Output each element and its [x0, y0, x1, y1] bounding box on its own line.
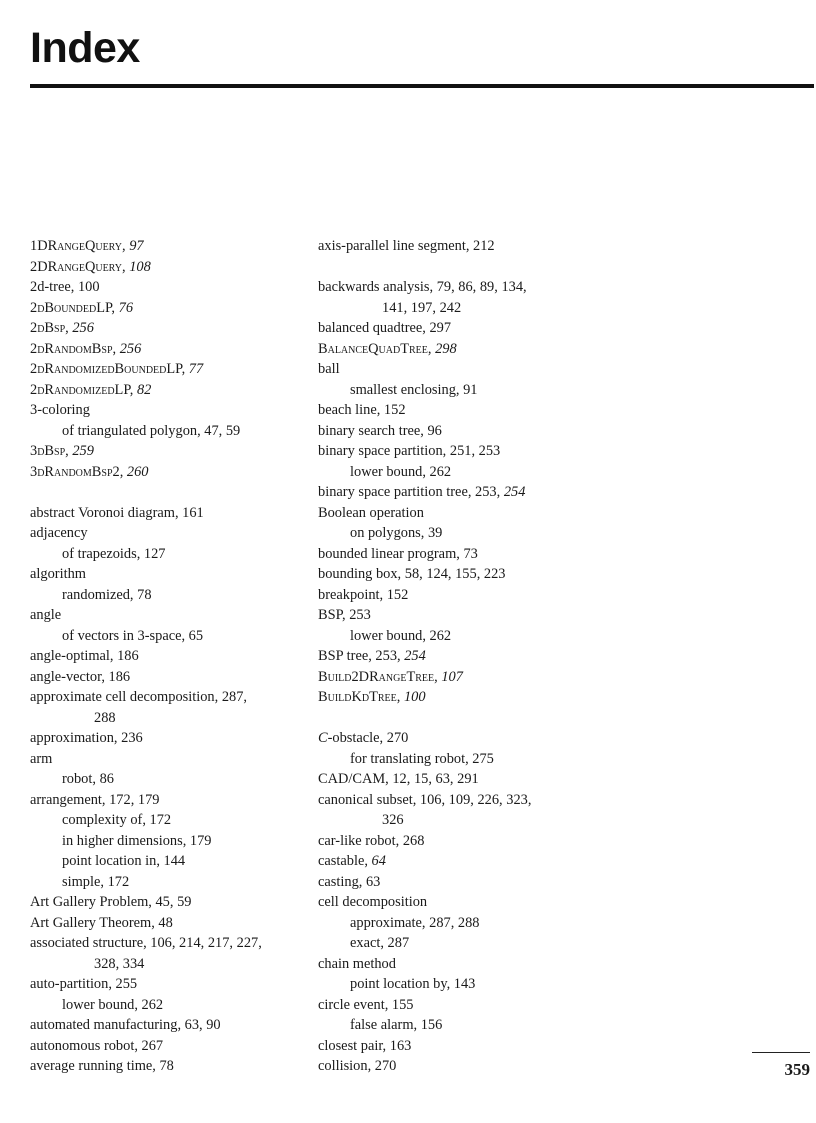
index-entry: cell decomposition — [318, 894, 428, 910]
index-subentry: for translating robot, 275 — [350, 750, 494, 767]
index-entry: 1DRangeQuery, 97 — [30, 238, 144, 254]
index-entry: 3dRandomBsp2, 260 — [30, 463, 149, 480]
index-entry: arrangement, 172, 179 — [30, 791, 160, 808]
index-entry: approximate cell decomposition, 287, 288 — [30, 689, 248, 726]
index-entry: 3-coloring — [30, 402, 90, 418]
index-subentry: lower bound, 262 — [62, 996, 164, 1013]
index-entry: binary space partition tree, 253, 254 — [318, 484, 526, 500]
index-entry: BalanceQuadTree, 298 — [318, 340, 457, 357]
page-number-rule — [752, 1052, 810, 1053]
index-subentry: complexity of, 172 — [62, 812, 172, 828]
index-entry: Art Gallery Problem, 45, 59 — [30, 894, 192, 910]
index-entry: bounded linear program, 73 — [318, 545, 478, 562]
index-subentry: exact, 287 — [350, 935, 410, 951]
index-entry: circle event, 155 — [318, 996, 414, 1013]
index-column-right — [318, 236, 608, 1077]
index-entry: chain method — [318, 955, 396, 972]
index-subentry: of vectors in 3-space, 65 — [62, 627, 204, 644]
index-entry: car-like robot, 268 — [318, 832, 425, 849]
index-entry: algorithm — [30, 566, 86, 582]
section-gap — [318, 257, 608, 278]
index-subentry: randomized, 78 — [62, 586, 152, 603]
index-subentry: approximate, 287, 288 — [350, 914, 480, 931]
index-entry: 2DRangeQuery, 108 — [30, 258, 151, 275]
index-subentry: point location in, 144 — [62, 853, 186, 869]
index-subentry: smallest enclosing, 91 — [350, 381, 478, 398]
index-entry: average running time, 78 — [30, 1058, 174, 1074]
index-entry: abstract Voronoi diagram, 161 — [30, 504, 204, 521]
index-entry: approximation, 236 — [30, 730, 143, 746]
index-entry: breakpoint, 152 — [318, 586, 409, 603]
section-gap — [30, 482, 320, 503]
index-entry: auto-partition, 255 — [30, 976, 138, 992]
index-subentry: simple, 172 — [62, 873, 130, 890]
index-subentry: robot, 86 — [62, 771, 114, 787]
index-entry: arm — [30, 750, 53, 767]
section-gap — [318, 708, 608, 729]
index-subentry: of trapezoids, 127 — [62, 545, 166, 562]
index-entry: 2d-tree, 100 — [30, 279, 100, 295]
index-entry: collision, 270 — [318, 1058, 397, 1074]
index-entry: 2dRandomBsp, 256 — [30, 340, 142, 357]
index-entry: backwards analysis, 79, 86, 89, 134, 141, 197, 242 — [318, 279, 527, 316]
index-entry: Build2DRangeTree, 107 — [318, 668, 463, 685]
index-entry: angle — [30, 607, 62, 623]
index-entry: 2dBoundedLP, 76 — [30, 299, 134, 316]
index-entry: axis-parallel line segment, 212 — [318, 238, 495, 254]
index-entry: canonical subset, 106, 109, 226, 323, 326 — [318, 791, 532, 828]
index-entry: 2dRandomizedLP, 82 — [30, 381, 152, 398]
index-entry: autonomous robot, 267 — [30, 1037, 164, 1054]
index-entry: 2dBsp, 256 — [30, 320, 94, 336]
index-entry: closest pair, 163 — [318, 1037, 412, 1054]
index-subentry: lower bound, 262 — [350, 463, 452, 480]
index-subentry: in higher dimensions, 179 — [62, 832, 212, 849]
index-entry: automated manufacturing, 63, 90 — [30, 1017, 221, 1033]
index-entry: adjacency — [30, 525, 88, 541]
index-entry: balanced quadtree, 297 — [318, 320, 452, 336]
page-title: Index — [30, 24, 140, 72]
index-entry: Art Gallery Theorem, 48 — [30, 914, 173, 931]
index-entry: angle-optimal, 186 — [30, 648, 139, 664]
page-number: 359 — [784, 1060, 810, 1079]
index-entry: castable, 64 — [318, 853, 386, 869]
index-subentry: lower bound, 262 — [350, 627, 452, 644]
title-rule — [30, 84, 814, 88]
index-entry: bounding box, 58, 124, 155, 223 — [318, 566, 506, 582]
index-entry: 3dBsp, 259 — [30, 443, 94, 459]
index-entry: casting, 63 — [318, 873, 381, 890]
index-entry: binary space partition, 251, 253 — [318, 443, 501, 459]
index-entry: beach line, 152 — [318, 402, 406, 418]
index-entry: Boolean operation — [318, 504, 424, 521]
index-entry: binary search tree, 96 — [318, 422, 442, 439]
index-subentry: on polygons, 39 — [350, 525, 443, 541]
index-entry: BuildKdTree, 100 — [318, 689, 426, 705]
index-subentry: of triangulated polygon, 47, 59 — [62, 422, 241, 439]
index-entry: C-obstacle, 270 — [318, 730, 409, 746]
index-entry: BSP, 253 — [318, 607, 371, 623]
index-column-left — [30, 236, 320, 1077]
index-entry: associated structure, 106, 214, 217, 227, 328, 334 — [30, 935, 262, 972]
index-entry: CAD/CAM, 12, 15, 63, 291 — [318, 771, 479, 787]
index-entry: angle-vector, 186 — [30, 668, 131, 685]
index-entry: 2dRandomizedBoundedLP, 77 — [30, 361, 204, 377]
index-subentry: point location by, 143 — [350, 976, 476, 992]
index-entry: ball — [318, 361, 340, 377]
index-subentry: false alarm, 156 — [350, 1017, 443, 1033]
index-entry: BSP tree, 253, 254 — [318, 648, 426, 664]
